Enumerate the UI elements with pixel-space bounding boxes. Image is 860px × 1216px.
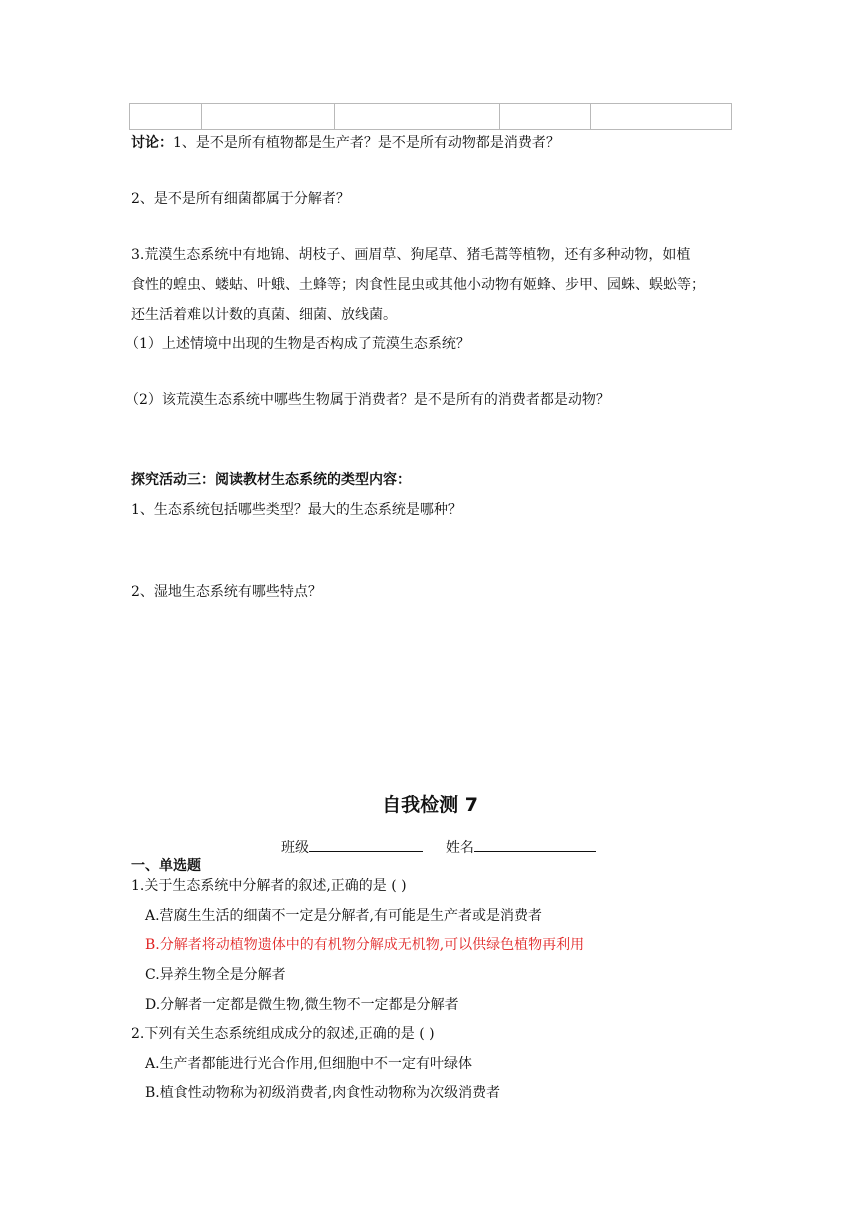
activity3-question-1: 1、生态系统包括哪些类型？最大的生态系统是哪种？ — [131, 502, 462, 518]
table-cell — [335, 104, 500, 130]
table-cell — [591, 104, 732, 130]
question1-stem: 1.关于生态系统中分解者的叙述,正确的是 ( ) — [131, 878, 407, 894]
table-cell — [130, 104, 202, 130]
discussion-question-3-sub2: （2）该荒漠生态系统中哪些生物属于消费者？是不是所有的消费者都是动物？ — [125, 392, 610, 408]
class-name-line — [281, 836, 596, 858]
name-label: 姓名 — [445, 840, 474, 856]
discussion-question-3-line2: 食性的蝗虫、蝼蛄、叶蛾、土蜂等；肉食性昆虫或其他小动物有姬蜂、步甲、园蛛、蜈蚣等； — [131, 277, 705, 293]
question1-option-a: A.营腐生生活的细菌不一定是分解者,有可能是生产者或是消费者 — [145, 908, 543, 924]
question1-option-d: D.分解者一定都是微生物,微生物不一定都是分解者 — [145, 997, 459, 1013]
self-test-title: 自我检测 7 — [382, 794, 478, 816]
table-cell — [500, 104, 591, 130]
name-blank[interactable] — [474, 836, 596, 852]
activity3-heading: 探究活动三：阅读教材生态系统的类型内容： — [131, 472, 411, 488]
discussion-label: 讨论： — [131, 135, 173, 151]
section-heading: 一、单选题 — [131, 858, 201, 874]
discussion-q1-text: 1、是不是所有植物都是生产者？是不是所有动物都是消费者？ — [173, 135, 560, 151]
table-cell — [202, 104, 335, 130]
discussion-question-3-line3: 还生活着难以计数的真菌、细菌、放线菌。 — [131, 307, 397, 323]
question1-option-b: B.分解者将动植物遗体中的有机物分解成无机物,可以供绿色植物再利用 — [145, 937, 585, 953]
class-label: 班级 — [281, 840, 309, 856]
blank-table — [129, 103, 732, 130]
question2-option-a: A.生产者都能进行光合作用,但细胞中不一定有叶绿体 — [145, 1056, 473, 1072]
question1-option-c: C.异养生物全是分解者 — [145, 967, 286, 983]
table-row — [130, 104, 732, 130]
discussion-question-3-line1: 3.荒漠生态系统中有地锦、胡枝子、画眉草、狗尾草、猪毛蒿等植物，还有多种动物，如植 — [131, 247, 691, 263]
discussion-question-1 — [131, 133, 560, 153]
discussion-question-2: 2、是不是所有细菌都属于分解者？ — [131, 191, 350, 207]
question2-stem: 2.下列有关生态系统组成成分的叙述,正确的是 ( ) — [131, 1026, 435, 1042]
discussion-question-3-sub1: （1）上述情境中出现的生物是否构成了荒漠生态系统？ — [125, 336, 470, 352]
question2-option-b: B.植食性动物称为初级消费者,肉食性动物称为次级消费者 — [145, 1085, 501, 1101]
class-blank[interactable] — [309, 836, 423, 852]
activity3-question-2: 2、湿地生态系统有哪些特点？ — [131, 584, 322, 600]
